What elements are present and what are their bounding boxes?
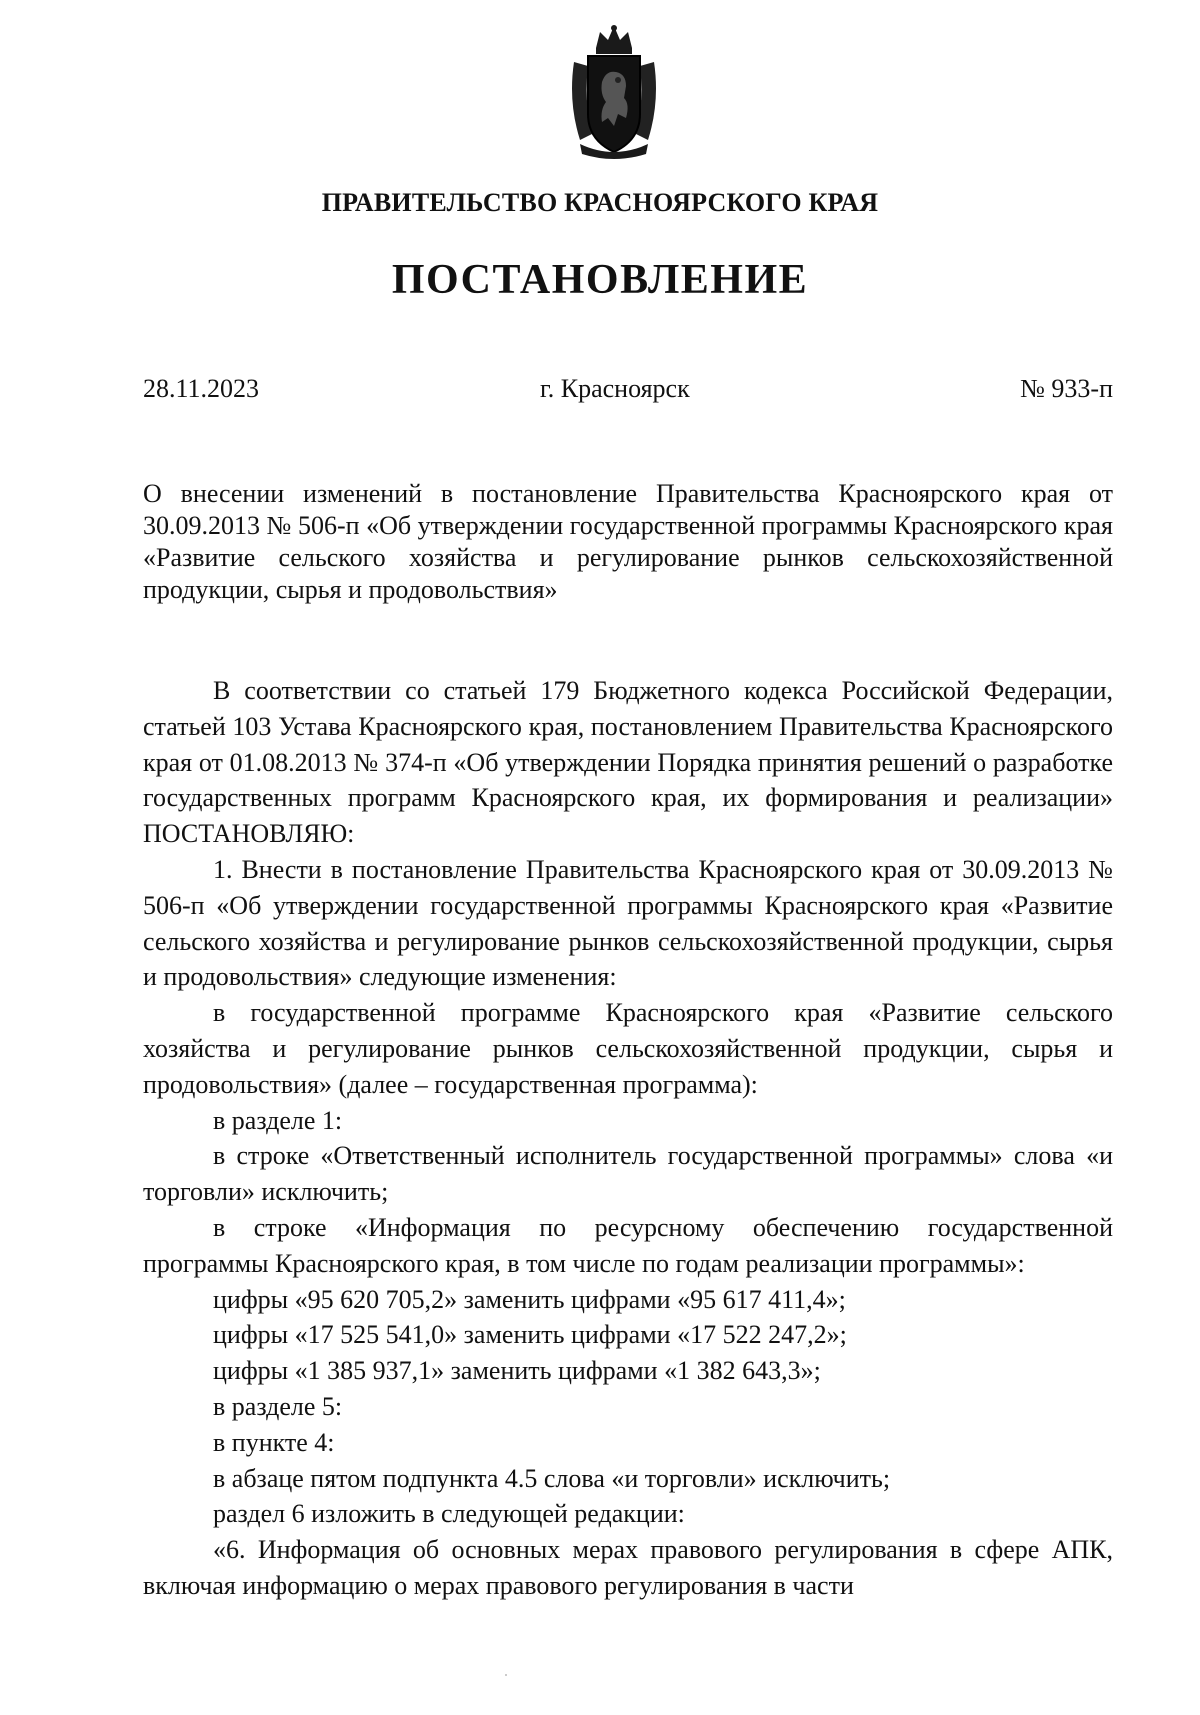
paragraph-section-6-intro: раздел 6 изложить в следующей редакции: <box>213 1499 685 1529</box>
paragraph-point-4: в пункте 4: <box>213 1427 335 1457</box>
paragraph-decree-word: ПОСТАНОВЛЯЮ: <box>143 819 355 849</box>
paragraph-item-1: 1. Внести в постановление Правительства Красноярского края от 30.09.2013 № 506-п «Об утверждении государственной программы Красноярского края «Развитие сельского хозяйства и регулирование рынков сельскохозяйственной продукции, сырья и продовольствия» следующие изменения: <box>143 854 1113 992</box>
scan-dot <box>505 1674 507 1676</box>
organization-title: ПРАВИТЕЛЬСТВО КРАСНОЯРСКОГО КРАЯ <box>321 188 879 217</box>
document-date: 28.11.2023 <box>143 374 260 403</box>
document-body <box>143 673 1113 1604</box>
paragraph-figures-3: цифры «1 385 937,1» заменить цифрами «1 382 643,3»; <box>213 1356 821 1386</box>
paragraph-responsible-executor: в строке «Ответственный исполнитель государственной программы» слова «и торговли» исключить; <box>143 1141 1113 1207</box>
paragraph-section-6-text: «6. Информация об основных мерах правового регулирования в сфере АПК, включая информацию о мерах правового регулирования в части <box>143 1535 1113 1600</box>
paragraph-figures-1: цифры «95 620 705,2» заменить цифрами «95 617 411,4»; <box>213 1284 846 1314</box>
document-subject: О внесении изменений в постановление Правительства Красноярского края от 30.09.2013 № 506-п «Об утверждении государственной программы Красноярского края «Развитие сельского хозяйства и регулирование рынков сельскохозяйственной продукции, сырья и продовольствия» <box>143 479 1113 604</box>
paragraph-figures-2: цифры «17 525 541,0» заменить цифрами «17 522 247,2»; <box>213 1320 847 1350</box>
paragraph-section-5: в разделе 5: <box>213 1391 343 1421</box>
paragraph-subpoint-4-5: в абзаце пятом подпункта 4.5 слова «и торговли» исключить; <box>213 1463 891 1493</box>
paragraph-section-1: в разделе 1: <box>213 1105 343 1135</box>
paragraph-preamble: В соответствии со статьей 179 Бюджетного кодекса Российской Федерации, статьей 103 Устава Красноярского края, постановлением Правительства Красноярского края от 01.08.2013 № 374-п «Об утверждении Порядка принятия решений о разработке государственных программ Красноярского края, их формирования и реализации» <box>143 676 1113 813</box>
document-type-heading: ПОСТАНОВЛЕНИЕ <box>391 257 809 303</box>
coat-of-arms-icon <box>566 22 662 162</box>
paragraph-program-changes: в государственной программе Красноярского края «Развитие сельского хозяйства и регулирование рынков сельскохозяйственной продукции, сырья и продовольствия» (далее – государственная программа): <box>143 998 1113 1099</box>
document-number: № 933-п <box>1020 374 1113 403</box>
document-meta-row <box>143 374 1113 408</box>
document-city: г. Красноярск <box>540 374 690 403</box>
paragraph-resource-info: в строке «Информация по ресурсному обеспечению государственной программы Красноярского края, в том числе по годам реализации программы»: <box>143 1212 1113 1278</box>
